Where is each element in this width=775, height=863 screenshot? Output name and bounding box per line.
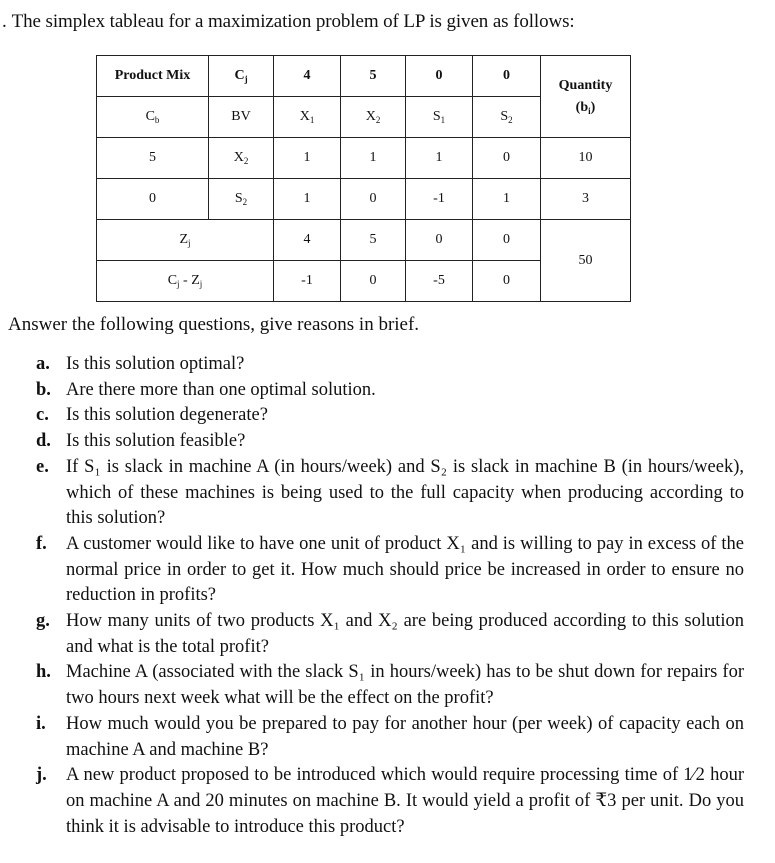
zj-s2: 0 [473,220,541,261]
question-d: d. Is this solution feasible? [36,431,246,452]
coef-s1: 1 [406,138,473,179]
var-header-x2: $X_2$ [341,97,406,138]
cj-header: $C_j$ [209,56,274,97]
intro-sentence: The simplex tableau for a maximization problem of LP is given as follows: [11,11,575,32]
basic-variable: $X_2$ [209,138,274,179]
cj-header-row [97,56,631,97]
zj-row [97,220,631,261]
quantity-value: 3 [541,179,631,220]
question-j: j. A new product proposed to be introduced which would require processing time of 1⁄2 hour on machine A and 20 minutes on machine B. It would yield a profit of ₹3 per unit. Do you think it is advisable to introduce this product? [36,765,744,837]
quantity-header: Quantity $(b_i)$ [541,56,631,138]
basic-variable: $S_2$ [209,179,274,220]
coef-x1: 1 [274,138,341,179]
var-header-s1: $S_1$ [406,97,473,138]
question-f: f. A customer would like to have one unit of product X₁ and is willing to pay in excess of the normal price in order to get it. How much should price be increased in order to ensure no reduction in profits? [36,533,744,606]
cj-zj-x1: -1 [274,261,341,302]
cj-zj-s2: 0 [473,261,541,302]
basis-row-s2 [97,179,631,220]
zj-x1: 4 [274,220,341,261]
question-a: a. Is this solution optimal? [36,354,245,374]
question-list [36,352,744,840]
question-g: g. How many units of two products X₁ and X₂ are being produced according to this solution and what is the total profit? [36,611,744,657]
cj-value-s1: 0 [406,56,473,97]
coef-s1: -1 [406,179,473,220]
simplex-tableau [96,55,631,302]
coef-x2: 1 [341,138,406,179]
quantity-value: 10 [541,138,631,179]
product-mix-header: Product Mix [97,56,209,97]
coef-s2: 0 [473,138,541,179]
cb-value: 5 [97,138,209,179]
intro-prefix: . [2,11,7,32]
question-b: b. Are there more than one optimal solution. [36,379,376,400]
basis-row-x2 [97,138,631,179]
total-profit: 50 [541,220,631,302]
question-h: h. Machine A (associated with the slack S₁ in hours/week) has to be shut down for repairs for two hours next week what will be the effect on the profit? [36,662,744,709]
var-header-s2: $S_2$ [473,97,541,138]
cj-value-x2: 5 [341,56,406,97]
cb-value: 0 [97,179,209,220]
zj-label: $Z_j$ [97,220,274,261]
question-e: e. If S₁ is slack in machine A (in hours/week) and S₂ is slack in machine B (in hours/week), which of these machines is being used to the full capacity when producing according to this solution? [36,456,744,529]
intro-text [2,11,575,33]
coef-x2: 0 [341,179,406,220]
var-header-x1: $X_1$ [274,97,341,138]
cj-value-s2: 0 [473,56,541,97]
cj-value-x1: 4 [274,56,341,97]
question-c: c. Is this solution degenerate? [36,405,268,426]
bv-header: BV [209,97,274,138]
cb-header: $C_b$ [97,97,209,138]
coef-s2: 1 [473,179,541,220]
question-i: i. How much would you be prepared to pay for another hour (per week) of capacity each on machine A and machine B? [36,713,744,760]
instructions: Answer the following questions, give reasons in brief. [8,314,420,335]
zj-s1: 0 [406,220,473,261]
cj-zj-s1: -5 [406,261,473,302]
coef-x1: 1 [274,179,341,220]
cj-zj-x2: 0 [341,261,406,302]
cj-zj-label: $C_j - Z_j$ [97,261,274,302]
zj-x2: 5 [341,220,406,261]
